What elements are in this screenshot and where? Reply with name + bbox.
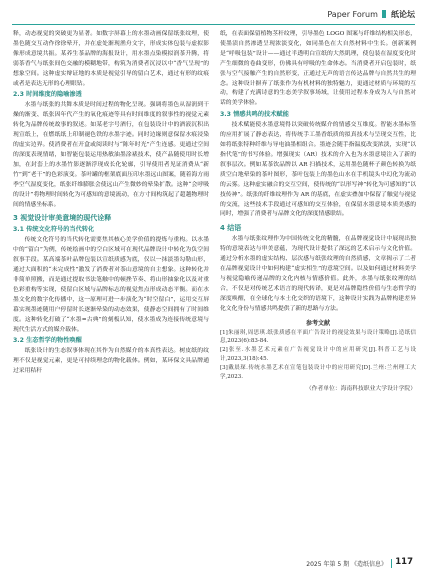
body-paragraph: 技术赋能使水墨意境得以突破传统媒介的情感交互维度。智能水墨标签的应用扩展了静态表达，将传统手工墨香纸质的拟真技术与呈现交互性，比如将纸张特种纤维与导电油墨相组合。墨迹会随手指温度改变浓淡，实现“以指代笔”的书写体验。增强现实（AR）技术的介入也为水墨意境注入了新的叙事层次。例如某茶饮品牌以 AR 扫描技术，运用墨色随杯子颜色转换为纸质空白地晕染的茶叶图形，茶叶包装上的墨色山水在手机镜头中幻化为流动的云雾。这种虚实融合的交互空间，使传统的“以形写神”转化为可感知的“以技传神”。纸张的纤维纹理作为 AR 的基底，在虚实叠加中保留了触觉与视觉的交流，这些技术手段通过可感知的交互体验，在保留水墨意境本质美感的同时，增强了消费者与品牌文化的深度情感联结。	[220, 122, 416, 218]
body-paragraph: 水墨与纸张的共舞本质是时间过程的物化呈现。强调将墨色从湿润到干燥的渐变、纸张因年代产生的氧化痕迹等具有时间维度的叙事性的视觉元素转化为品牌传统故事的叙述。如某老字号酒行，在包装设计中的酒液沉积出现宣纸上，在燃纸纸上印制褪色铁的水墨字迹。同时边缘则意保留水痕浸染的虚实边界。使消费者在开盒或阅读时与“陈年时光”产生连感。更通过空间的深度表现情绪，如智能包装运用热敏油墨涂裱技术，使产品随使用时长增加，在封套上的水墨竹影逐渐浮现成长化轮廓，引导使用者见证消费从“新竹”到“老干”的色彩演变。茶叶罐的框架底面压印水墨远山图案，随着海方雨季空气湿度变化，纸张纤维膨胀会使远山产生微妙的晕染扩散。这种“会呼吸的设计”将物理时间转化为可感知的意境流动，在方寸间构筑起了超越物理时间的情感坐标系。	[13, 102, 209, 208]
column-name: 纸论坛	[391, 10, 415, 19]
right-column	[220, 30, 416, 542]
reference-item: [3]戴晨琛.传统水墨艺术在宣笔包装设计中的应用研究[D].兰州:兰州理工大学,2023.	[220, 364, 416, 380]
section-heading-3-1: 3.1 传统文化符号的当代转化	[13, 226, 95, 234]
references-title: 参考文献	[305, 319, 330, 327]
journal-name: Paper Forum	[327, 10, 378, 19]
section-heading-3-2: 3.2 生态哲学的物性唤醒	[13, 337, 82, 345]
issue-info: 2025 年第 5 期 《造纸信息》	[306, 561, 387, 568]
page-footer	[0, 556, 427, 576]
body-paragraph: 释，动态视觉的突破更为显著。如数字屏幕上的水墨动画保留纸张纹理，使墨色随交互动作徐徐晕开，并在虚处渐现渔舟文字，形成实体包装与虚拟影像形成意境共振。某养生茶品牌的海报设计，用水墨点染模拟润茶升腾，将弱茶香气与纸张间色交融的模糊地带，构筑为消费者沉浸以中“香气呈现”的想象空间。这种虚实辩证地的本质是视觉引导的留白艺术，通过有形的纹痕或者是表达无形的心理眼钻。	[13, 31, 209, 87]
header-rule	[12, 24, 415, 25]
section-heading-2-3: 2.3 时间维度的隐喻渗透	[13, 91, 82, 99]
reference-item: [2]张至.水墨艺术元素在广告视觉设计中的应用研究[J].科普工艺与设计,2023,3(18):45.	[220, 347, 416, 362]
footer-divider-bar	[391, 559, 392, 568]
section-heading-4: 4 结语	[220, 224, 242, 233]
page-number: 117	[395, 557, 413, 567]
header-divider-bar	[382, 10, 386, 18]
section-heading-3-3: 3.3 情感共鸣的技术赋能	[220, 111, 289, 119]
section-heading-3: 3 视觉设计审美意境的现代诠释	[13, 214, 112, 223]
reference-item: [1]朱丽琪,周思琪.纸张质感在平面广告设计的视觉效果与设计策略[J].造纸信息,2023(6):83-84.	[220, 329, 416, 345]
author-affiliation: （作者单位：海南科技职业大学设计学院）	[305, 386, 416, 393]
journal-header-title	[327, 9, 415, 20]
body-paragraph: 传统文化符号的当代转化需要焦其核心美学价值的提炼与重构。以水墨中的“留白”为例，传统绘画中的空白区域可在现代品牌设计中转化为负空间叙事手段。某高端茶叶品牌包装以宣纸质感为底，仅以一抹淡墨勾勒山形，通过大面积的“未完成性”激发了消费者对茶山意境的自主想象。这种转化并非简单照搬，而是通过提取书法笔触中的顿挫节奏、将山形抽象化以及对重色彩重构等实现，使留白区域与品牌标志的视觉焦点形成动态平衡。而在水墨文化的数字化传播中，这一原理可进一步演化为“时空留白”，运用交互屏幕实现墨迹随用户停留时长逐渐晕染的动态效果，使静态空间拥有了时间维度。这种转化打破了“水墨=古典”的刻板认知，使水墨成为连接传统意境与现代生活方式的媒介载体。	[13, 237, 209, 333]
left-column	[13, 30, 209, 542]
body-paragraph: 水墨与纸张纹理作为中国传统文化的精髓，在品牌视觉设计中展现出独特的意境表达与审美意蕴，为现代设计提供了深远的艺术启示与文化价值。通过分析水墨的虚实结构、层次感与纸张纹理的自然质感，文章揭示了二者在品牌视觉设计中如何构建“虚实相生”的意境空间。以及如何通过材料美学与视觉隐喻传递品牌的文化内核与情感价值。此外，水墨与纸张纹理的结合，不仅是对传统艺术语言的现代转译，更是对品牌隐性价值与生态哲学的深度唤醒，在全球化与本土化交织的语境下，这种设计实践为品牌构建差异化文化身份与情感共鸣提供了新的思路与方法。	[220, 236, 416, 312]
page-header	[0, 0, 427, 30]
body-paragraph: 纸张设计的生态叙事体现在其作为自然媒介的本真性表达。树皮纸的纹理不仅是视觉元素，更是可持续理念的物化载体。例如，某环保文具品牌通过采用秸秆	[13, 348, 209, 375]
body-paragraph: 纸，在表面保留植物茎秆纹理，引导墨色 LOGO 图案与纤维结构相关形态，使墨渍自然渗透呈现浓淡变化，如同墨色在大自然材料中生长。创新案例是“呼吸包装”设计——通过半透明白宣纸的大然肌理，使包装在湿度变化时产生细微的卷曲变形，仿佛具有呼吸的生命体态。当消费者开启包装时，纸张与空气接触产生的自然形变，正通过无声的语言传达品牌与自然共生的理念。这种设计摒弃了纸张作为有机材料的独特魅力，更通过材质与环境的互动，构建了充满诗意的生态美学叙事场域，让使用过程本身成为人与自然对话的美学体验。	[220, 31, 416, 107]
